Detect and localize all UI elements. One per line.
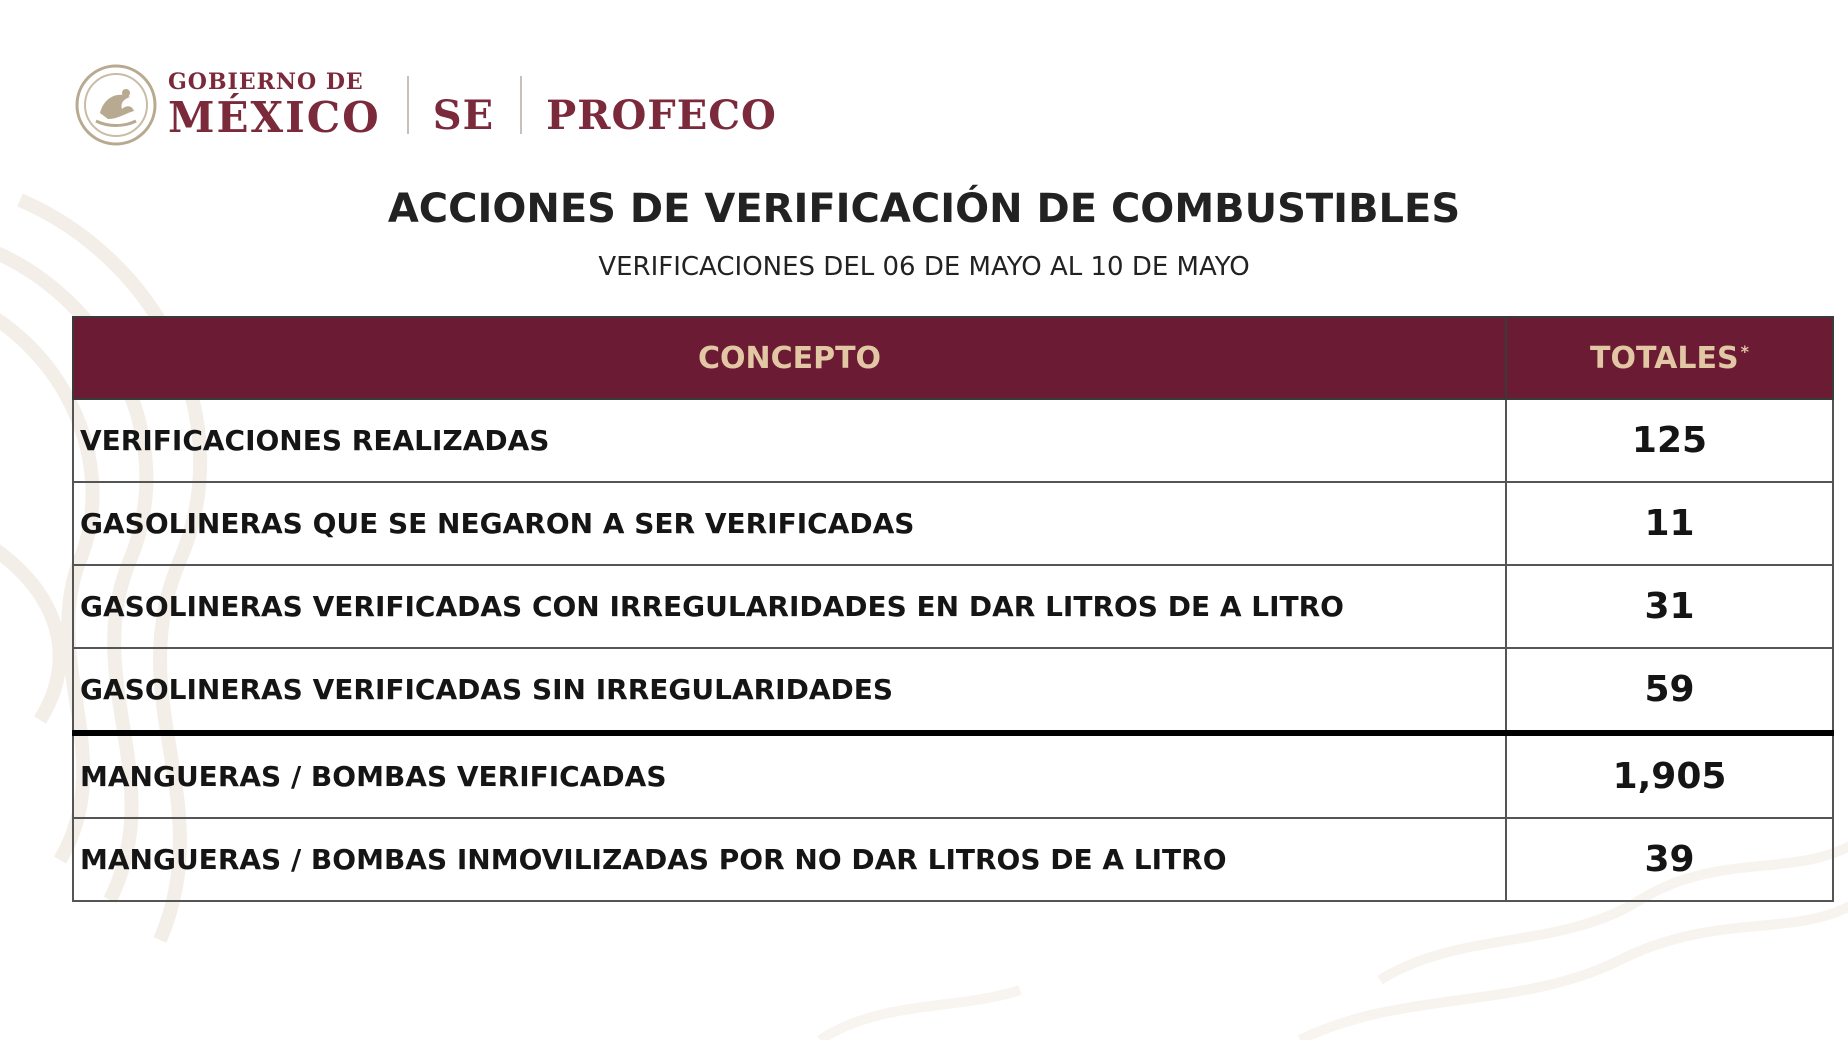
row-total: 125	[1506, 399, 1833, 482]
national-seal-icon	[74, 63, 158, 147]
row-total: 39	[1506, 818, 1833, 901]
column-header-totales	[1506, 317, 1833, 399]
row-total: 11	[1506, 482, 1833, 565]
gobierno-de-mexico-logo	[168, 69, 381, 142]
data-table	[72, 316, 1834, 902]
row-concepto: MANGUERAS / BOMBAS VERIFICADAS	[73, 733, 1506, 818]
table-row	[73, 565, 1833, 648]
column-header-concepto: CONCEPTO	[73, 317, 1506, 399]
logo-divider	[520, 76, 522, 134]
table-row	[73, 818, 1833, 901]
gobierno-top-text: GOBIERNO DE	[168, 69, 364, 95]
page-title: ACCIONES DE VERIFICACIÓN DE COMBUSTIBLES	[387, 186, 1461, 232]
org-profeco: PROFECO	[546, 91, 777, 139]
totales-label: TOTALES	[1590, 340, 1739, 376]
gobierno-bottom-text: MÉXICO	[168, 93, 381, 142]
verification-table	[72, 316, 1832, 902]
row-total: 31	[1506, 565, 1833, 648]
row-concepto: GASOLINERAS QUE SE NEGARON A SER VERIFICADAS	[73, 482, 1506, 565]
row-concepto: GASOLINERAS VERIFICADAS SIN IRREGULARIDADES	[73, 648, 1506, 733]
row-concepto: VERIFICACIONES REALIZADAS	[73, 399, 1506, 482]
row-total: 1,905	[1506, 733, 1833, 818]
table-row	[73, 648, 1833, 733]
table-row	[73, 482, 1833, 565]
page-subtitle: VERIFICACIONES DEL 06 DE MAYO AL 10 DE MAYO	[598, 252, 1250, 282]
row-total: 59	[1506, 648, 1833, 733]
logo-divider	[407, 76, 409, 134]
table-row	[73, 399, 1833, 482]
totales-footnote-mark: *	[1740, 341, 1749, 361]
row-concepto: GASOLINERAS VERIFICADAS CON IRREGULARIDADES EN DAR LITROS DE A LITRO	[73, 565, 1506, 648]
table-header-row	[73, 317, 1833, 399]
header-logos	[74, 60, 777, 150]
org-se: SE	[432, 91, 495, 139]
table-row	[73, 733, 1833, 818]
row-concepto: MANGUERAS / BOMBAS INMOVILIZADAS POR NO DAR LITROS DE A LITRO	[73, 818, 1506, 901]
